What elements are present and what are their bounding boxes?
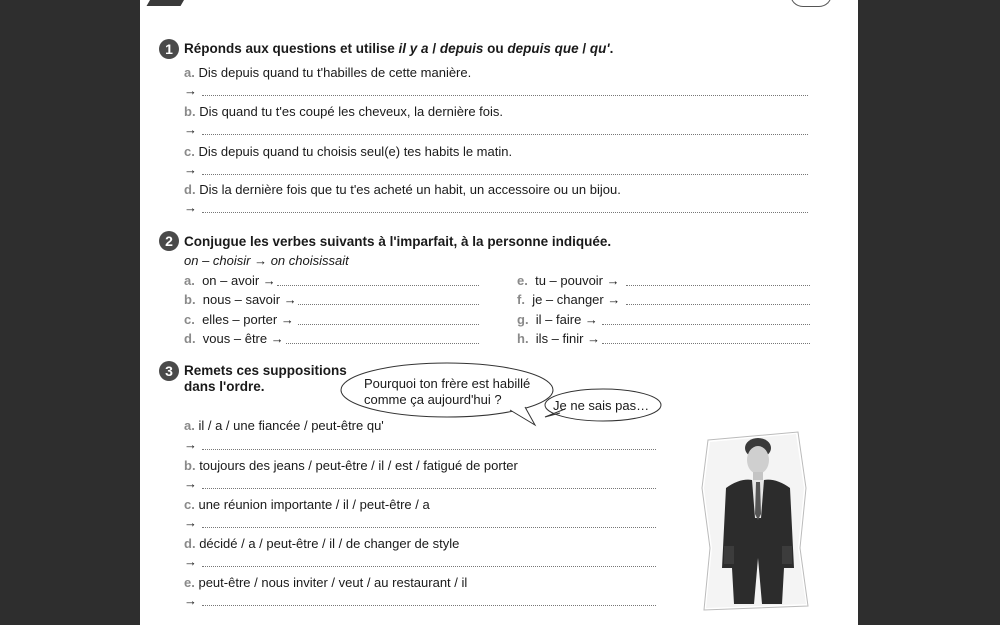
item-text: ils – finir → [535, 331, 601, 346]
exercise-2-title: Conjugue les verbes suivants à l'imparfait, à la personne indiquée. [184, 234, 612, 249]
exercise-2-item-g [517, 312, 598, 327]
exercise-1-item-b [184, 104, 503, 119]
item-text: tu – pouvoir → [535, 273, 620, 288]
answer-line-2e[interactable] [626, 285, 810, 286]
arrow-icon: → [184, 593, 197, 608]
man-in-suit-photo [700, 428, 810, 613]
answer-line-2d[interactable] [286, 343, 479, 344]
answer-line-1a[interactable] [202, 95, 808, 96]
answer-line-2h[interactable] [602, 343, 810, 344]
answer-line-2g[interactable] [602, 324, 810, 325]
exercise-3-title-line1: Remets ces suppositions [184, 363, 347, 378]
workbook-page [140, 0, 858, 625]
exercise-1-item-c [184, 144, 512, 159]
exercise-1-title [184, 41, 613, 56]
item-label: a. [184, 65, 195, 80]
item-label: b. [184, 292, 196, 307]
item-label: d. [184, 331, 196, 346]
exercise-3-item-a [184, 418, 384, 433]
item-text: Dis quand tu t'es coupé les cheveux, la dernière fois. [199, 104, 504, 119]
item-text: nous – savoir → [202, 292, 297, 307]
item-label: a. [184, 418, 195, 433]
exercise-2-item-f [517, 292, 620, 307]
arrow-icon: → [184, 476, 197, 491]
speech-bubble-1-line2: comme ça aujourd'hui ? [364, 392, 502, 407]
title-part-italic: qu' [589, 41, 610, 56]
exercise-3-item-c [184, 497, 430, 512]
title-part-italic: depuis que [507, 41, 579, 56]
item-text: décidé / a / peut-être / il / de changer de style [199, 536, 460, 551]
arrow-icon: → [184, 554, 197, 569]
item-text: vous – être → [202, 331, 284, 346]
answer-line-3e[interactable] [202, 605, 656, 606]
answer-line-1c[interactable] [202, 174, 808, 175]
item-label: c. [184, 497, 195, 512]
item-text: je – changer → [532, 292, 621, 307]
exercise-1-item-a [184, 65, 471, 80]
item-label: a. [184, 273, 195, 288]
item-label: d. [184, 536, 196, 551]
exercise-2-example: on – choisir → on choisissait [184, 253, 349, 268]
item-text: peut-être / nous inviter / veut / au restaurant / il [198, 575, 468, 590]
exercise-number-1: 1 [159, 39, 179, 59]
exercise-3-title-line2: dans l'ordre. [184, 379, 265, 394]
speech-bubble-1-line1: Pourquoi ton frère est habillé [364, 376, 531, 391]
item-text: Dis la dernière fois que tu t'es acheté un habit, un accessoire ou un bijou. [199, 182, 621, 197]
exercise-3-item-d [184, 536, 459, 551]
item-label: b. [184, 104, 196, 119]
item-label: e. [184, 575, 195, 590]
arrow-icon: → [184, 162, 197, 177]
item-text: Dis depuis quand tu choisis seul(e) tes habits le matin. [198, 144, 513, 159]
arrow-icon: → [184, 515, 197, 530]
item-label: b. [184, 458, 196, 473]
exercise-1-item-d [184, 182, 621, 197]
item-label: e. [517, 273, 528, 288]
item-label: d. [184, 182, 196, 197]
exercise-2-item-e [517, 273, 620, 288]
exercise-2-item-h [517, 331, 600, 346]
answer-line-3c[interactable] [202, 527, 656, 528]
exercise-2-item-c [184, 312, 294, 327]
page-tab-decoration-right [790, 0, 832, 7]
title-part-italic: depuis [439, 41, 484, 56]
exercise-number-2: 2 [159, 231, 179, 251]
item-label: g. [517, 312, 529, 327]
title-part: Réponds aux questions et utilise [184, 41, 399, 56]
speech-bubble-1-tail [510, 407, 535, 425]
title-part: . [609, 41, 614, 56]
answer-line-2b[interactable] [298, 304, 479, 305]
item-text: il – faire → [535, 312, 598, 327]
answer-line-2a[interactable] [277, 285, 479, 286]
title-part: ou [483, 41, 508, 56]
answer-line-3a[interactable] [202, 449, 656, 450]
answer-line-3b[interactable] [202, 488, 656, 489]
exercise-2-item-a [184, 273, 276, 288]
item-text: on – avoir → [202, 273, 276, 288]
page-tab-decoration [147, 0, 188, 6]
exercise-3-item-b [184, 458, 518, 473]
item-text: Dis depuis quand tu t'habilles de cette manière. [198, 65, 472, 80]
answer-line-3d[interactable] [202, 566, 656, 567]
exercise-3-item-e [184, 575, 467, 590]
arrow-icon: → [184, 122, 197, 137]
item-text: toujours des jeans / peut-être / il / est / fatigué de porter [199, 458, 518, 473]
item-text: une réunion importante / il / peut-être / a [198, 497, 430, 512]
answer-line-2f[interactable] [626, 304, 810, 305]
answer-line-2c[interactable] [298, 324, 479, 325]
exercise-2-item-b [184, 292, 297, 307]
item-label: f. [517, 292, 525, 307]
title-part: / [578, 41, 590, 56]
item-label: h. [517, 331, 529, 346]
title-part: / [428, 41, 440, 56]
item-label: c. [184, 144, 195, 159]
answer-line-1d[interactable] [202, 212, 808, 213]
title-part-italic: il y a [398, 41, 429, 56]
item-label: c. [184, 312, 195, 327]
exercise-2-item-d [184, 331, 284, 346]
arrow-icon: → [184, 200, 197, 215]
item-text: elles – porter → [202, 312, 294, 327]
speech-bubble-2-text: Je ne sais pas… [553, 398, 650, 413]
item-text: il / a / une fiancée / peut-être qu' [198, 418, 384, 433]
arrow-icon: → [184, 437, 197, 452]
answer-line-1b[interactable] [202, 134, 808, 135]
arrow-icon: → [184, 83, 197, 98]
exercise-number-3: 3 [159, 361, 179, 381]
